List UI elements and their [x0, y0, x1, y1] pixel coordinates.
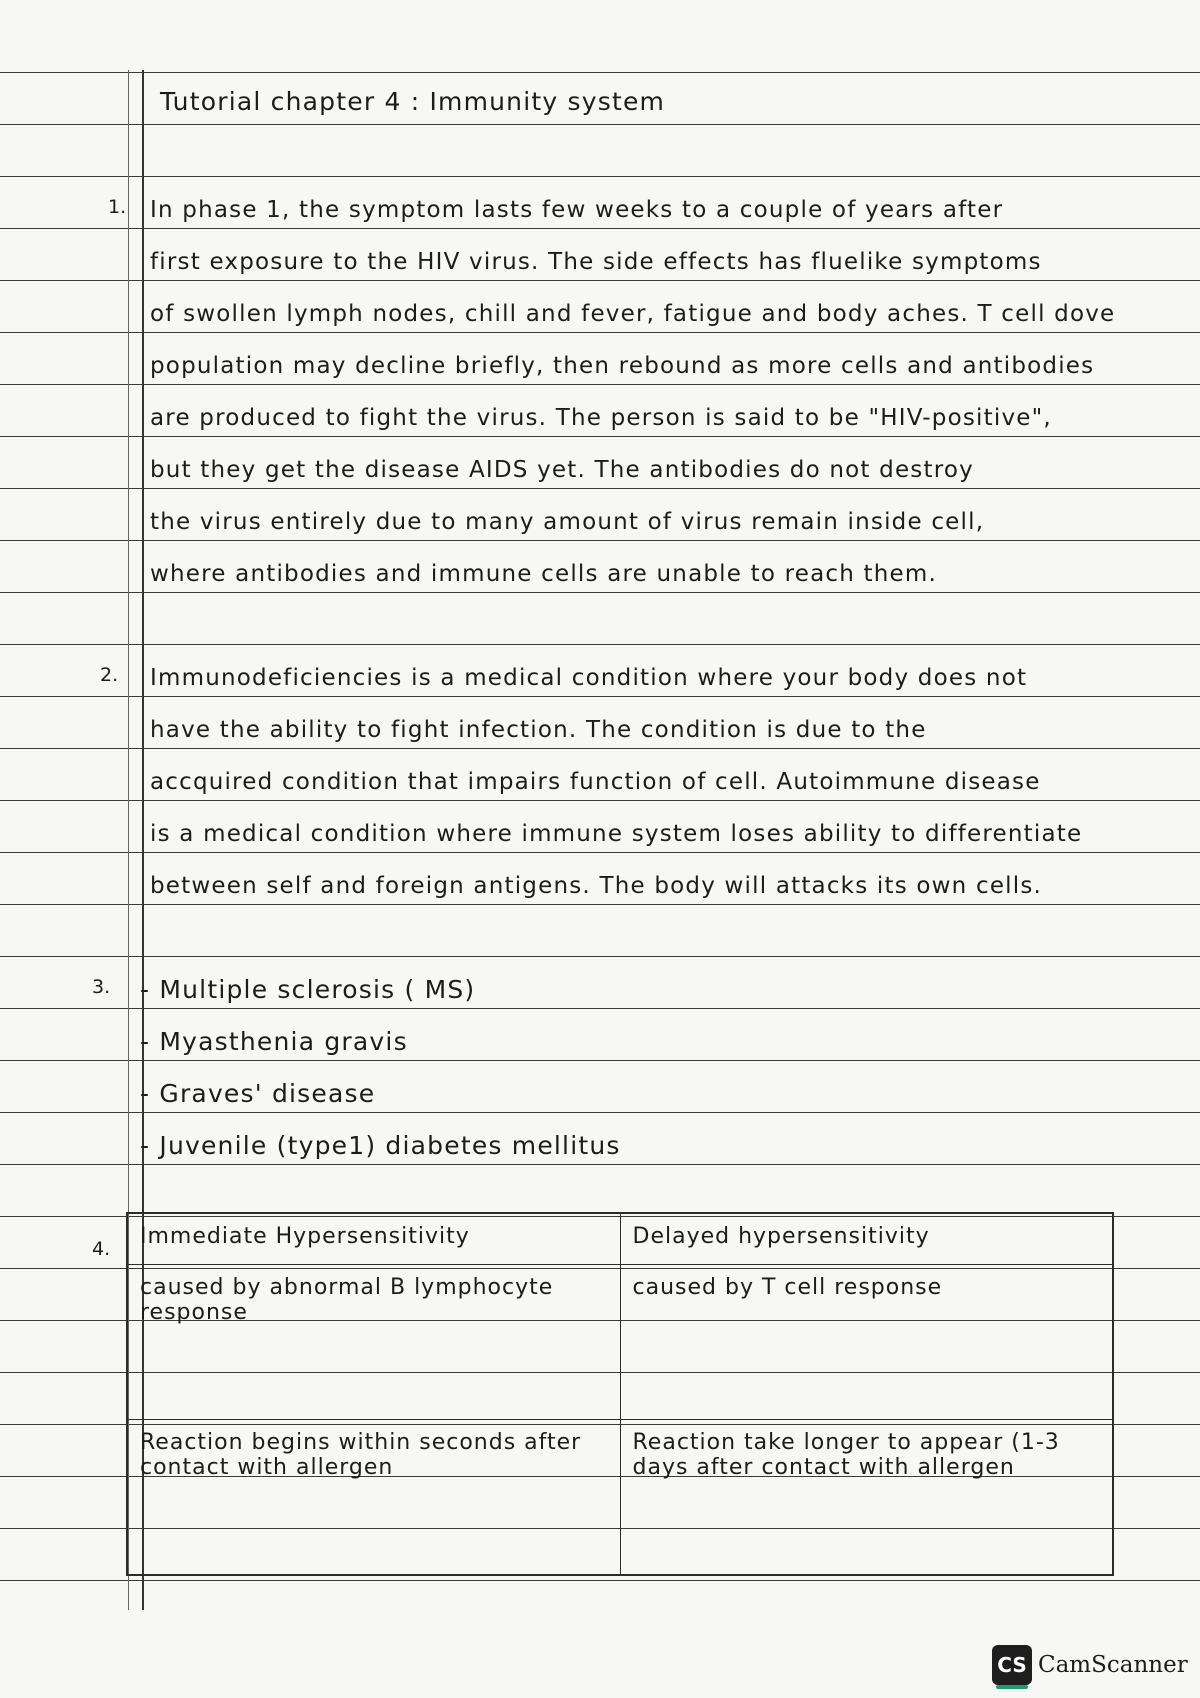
- question-number: 1.: [108, 196, 127, 218]
- camscanner-label: CamScanner: [1038, 1652, 1188, 1678]
- ruled-line: [0, 592, 1200, 593]
- table-header-row: [127, 1213, 1113, 1265]
- ruled-line: [0, 488, 1200, 489]
- table-header-cell: Delayed hypersensitivity: [620, 1213, 1113, 1265]
- answer-line: but they get the disease AIDS yet. The antibodies do not destroy: [150, 457, 974, 483]
- ruled-line: [0, 1112, 1200, 1113]
- ruled-line: [0, 436, 1200, 437]
- ruled-line: [0, 956, 1200, 957]
- ruled-line: [0, 1580, 1200, 1581]
- answer-line: Immunodeficiencies is a medical condition where your body does not: [150, 665, 1028, 691]
- ruled-line: [0, 124, 1200, 125]
- table-header-cell: Immediate Hypersensitivity: [127, 1213, 620, 1265]
- answer-line: have the ability to fight infection. The condition is due to the: [150, 717, 927, 743]
- ruled-line: [0, 1164, 1200, 1165]
- ruled-line: [0, 904, 1200, 905]
- ruled-line: [0, 176, 1200, 177]
- hypersensitivity-table: [126, 1212, 1114, 1576]
- answer-line: the virus entirely due to many amount of virus remain inside cell,: [150, 509, 985, 535]
- ruled-line: [0, 852, 1200, 853]
- list-item: - Graves' disease: [140, 1079, 376, 1108]
- list-item: - Multiple sclerosis ( MS): [140, 975, 476, 1004]
- answer-line: where antibodies and immune cells are unable to reach them.: [150, 561, 938, 587]
- ruled-line: [0, 644, 1200, 645]
- ruled-line: [0, 1008, 1200, 1009]
- answer-line: first exposure to the HIV virus. The side effects has fluelike symptoms: [150, 249, 1042, 275]
- answer-line: accquired condition that impairs function of cell. Autoimmune disease: [150, 769, 1041, 795]
- table-row: [127, 1265, 1113, 1420]
- ruled-line: [0, 332, 1200, 333]
- ruled-line: [0, 384, 1200, 385]
- answer-line: population may decline briefly, then rebound as more cells and antibodies: [150, 353, 1095, 379]
- answer-line: are produced to fight the virus. The person is said to be "HIV-positive",: [150, 405, 1052, 431]
- table-cell: Reaction take longer to appear (1-3 days after contact with allergen: [620, 1419, 1113, 1575]
- ruled-line: [0, 1060, 1200, 1061]
- ruled-line: [0, 540, 1200, 541]
- answer-line: between self and foreign antigens. The body will attacks its own cells.: [150, 873, 1043, 899]
- page-title: Tutorial chapter 4 : Immunity system: [160, 87, 666, 116]
- camscanner-watermark: [992, 1645, 1188, 1685]
- question-number: 3.: [92, 976, 111, 998]
- question-number: 4.: [92, 1238, 111, 1260]
- ruled-line: [0, 748, 1200, 749]
- camscanner-logo-icon: CS: [992, 1645, 1032, 1685]
- ruled-line: [0, 228, 1200, 229]
- list-item: - Juvenile (type1) diabetes mellitus: [140, 1131, 621, 1160]
- answer-line: is a medical condition where immune system loses ability to differentiate: [150, 821, 1083, 847]
- answer-line: of swollen lymph nodes, chill and fever, fatigue and body aches. T cell dove: [150, 301, 1116, 327]
- table-row: [127, 1419, 1113, 1575]
- ruled-line: [0, 280, 1200, 281]
- list-item: - Myasthenia gravis: [140, 1027, 408, 1056]
- ruled-line: [0, 696, 1200, 697]
- table-cell: Reaction begins within seconds after contact with allergen: [127, 1419, 620, 1575]
- ruled-line: [0, 800, 1200, 801]
- table-cell: caused by T cell response: [620, 1265, 1113, 1420]
- answer-line: In phase 1, the symptom lasts few weeks to a couple of years after: [150, 197, 1004, 223]
- ruled-line: [0, 72, 1200, 73]
- question-number: 2.: [100, 664, 119, 686]
- table-cell: caused by abnormal B lymphocyte response: [127, 1265, 620, 1420]
